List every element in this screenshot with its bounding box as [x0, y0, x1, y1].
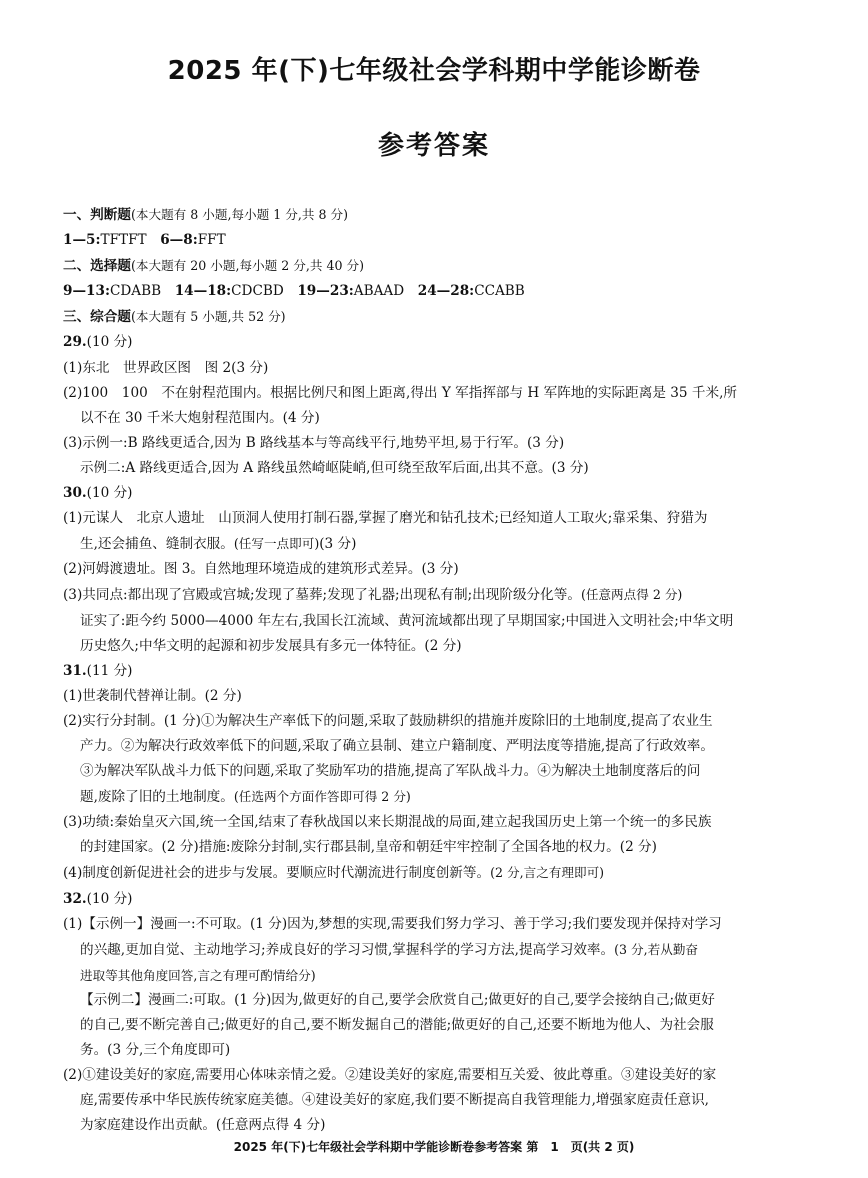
answer-body — [63, 202, 806, 1138]
question-30-part-3-cont-2: 历史悠久;中华文明的起源和初步发展具有多元一体特征。(2 分) — [80, 637, 462, 654]
section-comprehensive-header: 三、综合题(本大题有 5 小题,共 52 分) — [63, 309, 286, 326]
question-31-part-2-cont-3: 题,废除了旧的土地制度。(任选两个方面作答即可得 2 分) — [80, 789, 411, 806]
question-29-part-1: (1)东北 世界政区图 图 2(3 分) — [63, 359, 269, 376]
page-title: 2025 年(下)七年级社会学科期中学能诊断卷 — [167, 56, 701, 86]
section-judgement-header: 一、判断题(本大题有 8 小题,每小题 1 分,共 8 分) — [63, 207, 348, 223]
question-31-part-2: (2)实行分封制。(1 分)①为解决生产率低下的问题,采取了鼓励耕织的措施并废除旧的土地制度,提高了农业生 — [63, 712, 713, 729]
question-32-part-1: (1)【示例一】漫画一:不可取。(1 分)因为,梦想的实现,需要我们努力学习、善于学习;我们要发现并保持对学习 — [63, 915, 722, 932]
question-29-part-2-cont: 以不在 30 千米大炮射程范围内。(4 分) — [80, 409, 320, 426]
question-30-part-3-cont: 证实了:距今约 5000—4000 年左右,我国长江流域、黄河流域都出现了早期国家;中国进入文明社会;中华文明 — [80, 612, 734, 629]
question-32-part-1-example-2-cont-2: 务。(3 分,三个角度即可) — [80, 1042, 231, 1059]
question-30-part-1-cont: 生,还会捕鱼、缝制衣服。(任写一点即可)(3 分) — [80, 536, 357, 553]
question-32-part-2: (2)①建设美好的家庭,需要用心体味亲情之爱。②建设美好的家庭,需要相互关爱、彼此尊重。③建设美好的家 — [63, 1067, 717, 1084]
question-31-part-4: (4)制度创新促进社会的进步与发展。要顺应时代潮流进行制度创新等。(2 分,言之有理即可) — [63, 865, 605, 882]
question-32-header: 32.(10 分) — [63, 890, 133, 907]
question-31-part-1: (1)世袭制代替禅让制。(2 分) — [63, 687, 242, 704]
section-judgement-answers: 1—5:TFTFT 6—8:FFT — [63, 232, 226, 249]
section-choice-header: 二、选择题(本大题有 20 小题,每小题 2 分,共 40 分) — [63, 258, 365, 275]
question-30-part-1: (1)元谋人 北京人遗址 山顶洞人使用打制石器,掌握了磨光和钻孔技术;已经知道人工取火;靠采集、狩猎为 — [63, 510, 708, 527]
question-30-part-2: (2)河姆渡遗址。图 3。自然地理环境造成的建筑形式差异。(3 分) — [63, 561, 459, 578]
question-32-part-2-cont: 庭,需要传承中华民族传统家庭美德。④建设美好的家庭,我们要不断提高自我管理能力,增强家庭责任意识, — [80, 1092, 709, 1109]
question-31-part-2-cont-2: ③为解决军队战斗力低下的问题,采取了奖励军功的措施,提高了军队战斗力。④为解决土地制度落后的问 — [80, 763, 701, 780]
section-choice-answers: 9—13:CDABB 14—18:CDCBD 19—23:ABAAD 24—28:CCABB — [63, 283, 525, 300]
question-32-part-1-cont-2: 进取等其他角度回答,言之有理可酌情给分) — [80, 967, 316, 983]
question-31-header: 31.(11 分) — [63, 662, 133, 679]
question-30-part-3: (3)共同点:都出现了宫殿或宫城;发现了墓葬;发现了礼器;出现私有制;出现阶级分化等。(任意两点得 2 分) — [63, 587, 683, 604]
question-32-part-1-cont: 的兴趣,更加自觉、主动地学习;养成良好的学习习惯,掌握科学的学习方法,提高学习效率。(3 分,若从勤奋 — [80, 941, 699, 958]
question-32-part-1-example-2-cont: 的自己,要不断完善自己;做更好的自己,要不断发掘自己的潜能;做更好的自己,还要不断地为他人、为社会服 — [80, 1017, 714, 1033]
question-31-part-2-cont: 产力。②为解决行政效率低下的问题,采取了确立县制、建立户籍制度、严明法度等措施,提高了行政效率。 — [80, 737, 714, 754]
page-subtitle: 参考答案 — [377, 131, 490, 161]
question-30-header: 30.(10 分) — [63, 485, 133, 502]
question-29-header: 29.(10 分) — [63, 334, 133, 351]
question-29-part-3: (3)示例一:B 路线更适合,因为 B 路线基本与等高线平行,地势平坦,易于行军。(3 分) — [63, 434, 565, 451]
question-29-part-3-example-2: 示例二:A 路线更适合,因为 A 路线虽然崎岖陡峭,但可绕至敌军后面,出其不意。(3 分) — [80, 459, 589, 476]
question-29-part-2: (2)100 100 不在射程范围内。根据比例尺和图上距离,得出 Y 军指挥部与 H 军阵地的实际距离是 35 千米,所 — [63, 384, 737, 401]
page-footer: 2025 年(下)七年级社会学科期中学能诊断卷参考答案 第 1 页(共 2 页) — [233, 1140, 635, 1154]
question-31-part-3-cont: 的封建国家。(2 分)措施:废除分封制,实行郡县制,皇帝和朝廷牢牢控制了全国各地的权力。(2 分) — [80, 839, 657, 856]
question-31-part-3: (3)功绩:秦始皇灭六国,统一全国,结束了春秋战国以来长期混战的局面,建立起我国历史上第一个统一的多民族 — [63, 814, 712, 831]
question-32-part-2-cont-2: 为家庭建设作出贡献。(任意两点得 4 分) — [80, 1117, 326, 1134]
question-32-part-1-example-2: 【示例二】漫画二:可取。(1 分)因为,做更好的自己,要学会欣赏自己;做更好的自己,要学会接纳自己;做更好 — [80, 991, 715, 1008]
